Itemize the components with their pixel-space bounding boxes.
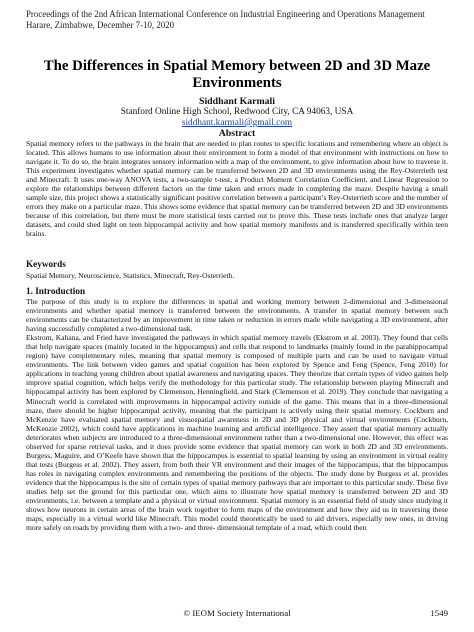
introduction-paragraph-2: Ekstrom, Kahana, and Fried have investigated the pathways in which spatial memory travels (Ekstrom et al. 2003). They found that cells that help navigate spaces (mainly located in the hippocampus) and cells that respond to landmarks (mainly found in the parahippocampal region) have complementary roles, meaning that spatial memory is composed of multiple parts and can be used to navigate virtual environments. The link between video games and spatial cognition has been explored by Spence and Feng (Spence, Feng 2010) for applications in teaching young children about spatial awareness and navigating spaces. They theorize that certain types of video games help improve spatial cognition, which helps verify the methodology for this particular study. The relationship between playing Minecraft and hippocampal activity has been explored by Clemenson, Henningfield, and Stark (Clemenson et al. 2019). They conclude that navigating a Minecraft world is correlated with improvements in hippocampal activity outside of the game. This means that in a three-dimensional maze, there should be higher hippocampal activity, meaning that the participant is actively using their spatial memory. Cockburn and McKenzie have evaluated spatial memory and visuospatial awareness in 2D and 3D physical and virtual environments (Cockburn, McKenzie 2002), which could have applications in machine learning and artificial intelligence. They assert that spatial memory actually deteriorates when subjects are introduced to a three-dimensional environment rather than a two-dimensional one. However, this effect was observed for sparse retrieval tasks, and it does provide some evidence that spatial memory can work in both 2D and 3D environments. Burgess, Maguire, and O’Keefe have shown that the hippocampus is essential to spatial learning by using an environment in virtual reality that tests (Burgess et al. 2002). They assert, from both their VR environment and their images of the hippocampus, that the hippocampus has roles in navigating complex environments and remembering the positions of the objects. The study done by Burgess et al. provides evidence that the hippocampus is the site of certain types of spatial memory pathways that are important to this particular study. These five studies help set the ground for this particular one, which aims to illustrate how spatial memory is transferred between 2D and 3D environments, i.e. between a template and a physical or virtual environment. Spatial memory is an essential field of study since studying it shows how neurons in certain areas of the brain work together to form maps of the environment and how they aid us in traversing these maps, especially in a virtual world like Minecraft. This model could theoretically be used to aid drivers, especially new ones, in driving more safely on roads by providing them with a two- and three- dimensional template of a road, which could then	[26, 333, 448, 533]
author-affiliation: Stanford Online High School, Redwood City, CA 94063, USA	[120, 107, 354, 117]
header-line-location: Harare, Zimbabwe, December 7-10, 2020	[26, 20, 175, 30]
email-link[interactable]: siddhant.karmali@gmail.com	[181, 118, 293, 128]
header-line-conference: Proceedings of the 2nd African International Conference on Industrial Engineering and Operations Management	[26, 9, 425, 19]
abstract-paragraph: Spatial memory refers to the pathways in the brain that are needed to plan routes to specific locations and remembering where an object is located. This allows humans to use information about their environment to form a model of that environment with instructions on how to navigate it. To do so, the brain integrates sensory information with a map of the environment, to give information about how to traverse it. This experiment investigates whether spatial memory can be transferred between 2D and 3D environments using the Rey-Osterrieth test and Minecraft. It uses one-way ANOVA tests, a two-sample t-test, a Product Moment Correlation Coefficient, and Linear Regression to explore the relationships between different factors on the time taken and errors made in completing the maze. Despite having a small sample size, this project shows a statistically significant positive correlation between a participant’s Rey-Osterrieth score and the number of errors they make on a particular maze. This shows some evidence that spatial memory can be transferred between 2D and 3D environments because of this correlation, but there must be more statistical tests carried out to prove this. These tests include ones that analyze larger datasets, and could shed light on teen hippocampal activity and how spatial memory manifests and is transferred specifically within teen brains.	[26, 139, 448, 239]
proceedings-header	[26, 9, 425, 31]
author-name: Siddhant Karmali	[199, 96, 275, 107]
abstract-body	[26, 139, 448, 239]
introduction-body	[26, 297, 448, 532]
abstract-heading: Abstract	[218, 128, 256, 139]
keywords-paragraph: Spatial Memory, Neuroscience, Statistics, Minecraft, Rey-Osterrieth.	[26, 271, 235, 280]
introduction-heading: 1. Introduction	[26, 286, 86, 296]
keywords-list	[26, 271, 448, 280]
page-number: 1549	[430, 608, 448, 618]
keywords-heading: Keywords	[26, 259, 66, 269]
footer-society: © IEOM Society International	[183, 608, 291, 618]
paper-title: The Differences in Spatial Memory between 2D and 3D Maze Environments	[43, 58, 431, 91]
introduction-paragraph-1: The purpose of this study is to explore the differences in spatial and working memory between 2-dimensional and 3-dimensional environments and whether spatial memory is transferred between the environments. A transfer in spatial memory between such environments can be characterized by an improvement in time taken or reduction in errors made while navigating a 3D environment, after having successfully completed a two-dimensional task.	[26, 297, 448, 334]
